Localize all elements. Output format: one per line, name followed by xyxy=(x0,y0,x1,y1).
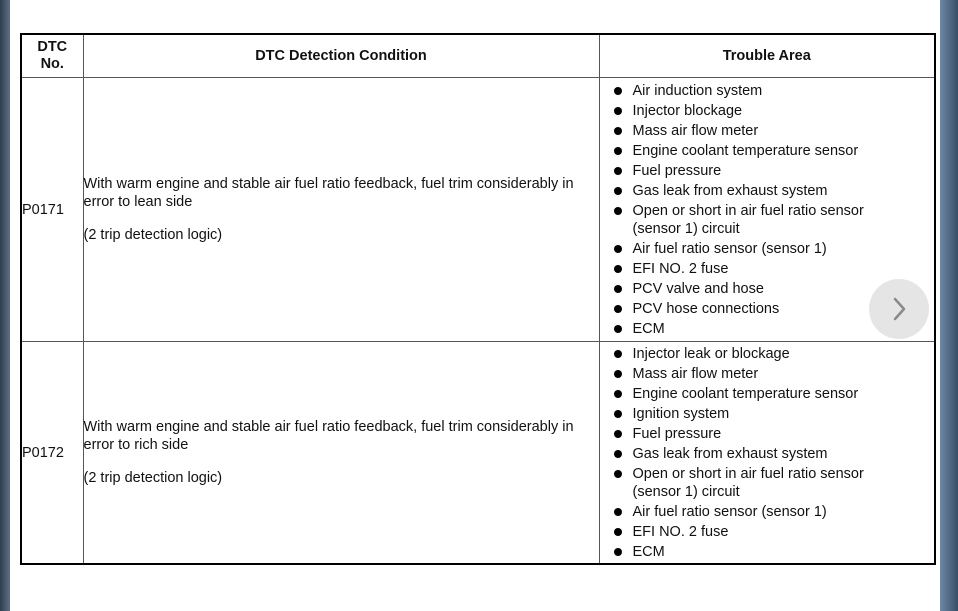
list-item: Air induction system xyxy=(612,82,935,100)
table-row xyxy=(21,78,935,342)
list-item: ECM xyxy=(612,543,935,561)
list-item: Fuel pressure xyxy=(612,162,935,180)
dtc-code: P0171 xyxy=(21,78,83,342)
list-item: Air fuel ratio sensor (sensor 1) xyxy=(612,503,935,521)
dtc-code: P0172 xyxy=(21,342,83,565)
condition-text: With warm engine and stable air fuel ratio feedback, fuel trim considerably in error to lean side xyxy=(83,176,574,210)
list-item: ECM xyxy=(612,320,935,338)
list-item: Mass air flow meter xyxy=(612,365,935,383)
dtc-table xyxy=(20,33,936,565)
header-detection-condition: DTC Detection Condition xyxy=(83,34,599,78)
list-item: EFI NO. 2 fuse xyxy=(612,523,935,541)
list-item: EFI NO. 2 fuse xyxy=(612,260,935,278)
header-trouble-area: Trouble Area xyxy=(599,34,935,78)
trouble-area xyxy=(599,342,935,565)
condition-text: With warm engine and stable air fuel ratio feedback, fuel trim considerably in error to rich side xyxy=(83,419,574,453)
detection-condition xyxy=(83,78,599,342)
document-page xyxy=(10,0,940,611)
list-item: Fuel pressure xyxy=(612,425,935,443)
list-item: Gas leak from exhaust system xyxy=(612,445,935,463)
table-row xyxy=(21,342,935,565)
detection-condition xyxy=(83,342,599,565)
next-page-button[interactable] xyxy=(869,279,929,339)
detection-logic: (2 trip detection logic) xyxy=(83,470,223,486)
header-dtc-no: DTC No. xyxy=(21,34,83,78)
list-item: Engine coolant temperature sensor xyxy=(612,385,935,403)
list-item: PCV valve and hose xyxy=(612,280,935,298)
chevron-right-icon xyxy=(889,295,909,323)
detection-logic: (2 trip detection logic) xyxy=(83,227,223,243)
list-item: Ignition system xyxy=(612,405,935,423)
table-header-row xyxy=(21,34,935,78)
list-item: Injector leak or blockage xyxy=(612,345,935,363)
list-item: Open or short in air fuel ratio sensor (sensor 1) circuit xyxy=(612,202,883,238)
window-edge-right xyxy=(940,0,958,611)
list-item: Engine coolant temperature sensor xyxy=(612,142,935,160)
list-item: PCV hose connections xyxy=(612,300,935,318)
list-item: Open or short in air fuel ratio sensor (sensor 1) circuit xyxy=(612,465,883,501)
trouble-area-list xyxy=(600,345,935,561)
list-item: Injector blockage xyxy=(612,102,935,120)
list-item: Gas leak from exhaust system xyxy=(612,182,935,200)
list-item: Air fuel ratio sensor (sensor 1) xyxy=(612,240,935,258)
window-edge-left xyxy=(0,0,10,611)
list-item: Mass air flow meter xyxy=(612,122,935,140)
